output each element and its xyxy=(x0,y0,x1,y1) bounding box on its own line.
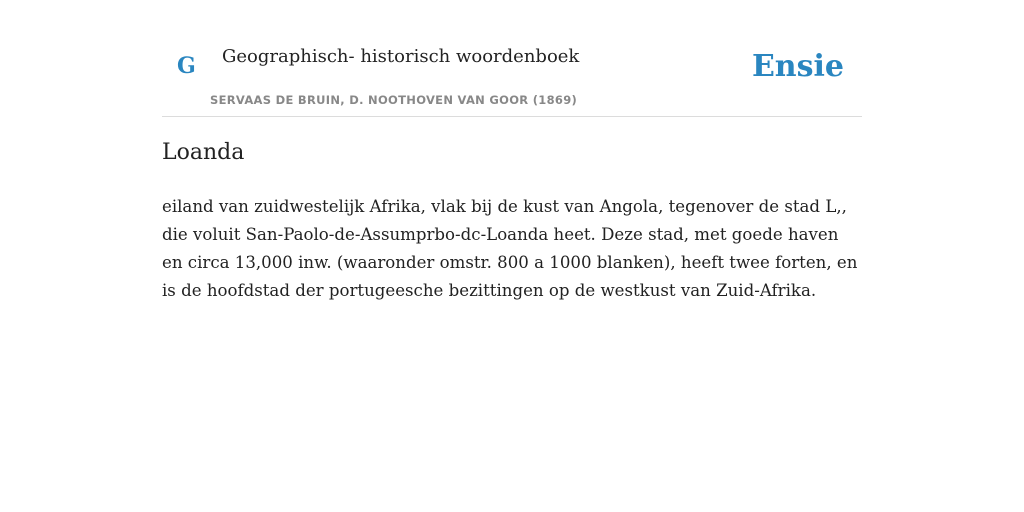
book-letter-badge[interactable]: G xyxy=(177,53,196,79)
ensie-logo-link[interactable]: Ensie xyxy=(751,49,844,84)
page-container xyxy=(162,0,862,300)
book-authors: SERVAAS DE BRUIN, D. NOOTHOVEN VAN GOOR (1869) xyxy=(210,93,578,107)
entry-body: eiland van zuidwestelijk Afrika, vlak bij de kust van Angola, tegenover de stad L,, die voluit San-Paolo-de-Assumprbo-dc-Loanda heet. Deze stad, met goede haven en circa 13,000 inw. (waaronder omstr. 800 a 1000 blanken), heeft twee forten, en is de hoofdstad der portugeesche bezittingen op de westkust van Zuid-Afrika. xyxy=(162,197,858,300)
header xyxy=(162,0,862,117)
entry-title: Loanda xyxy=(162,140,245,165)
book-title-link[interactable]: Geographisch- historisch woordenboek xyxy=(222,46,580,67)
